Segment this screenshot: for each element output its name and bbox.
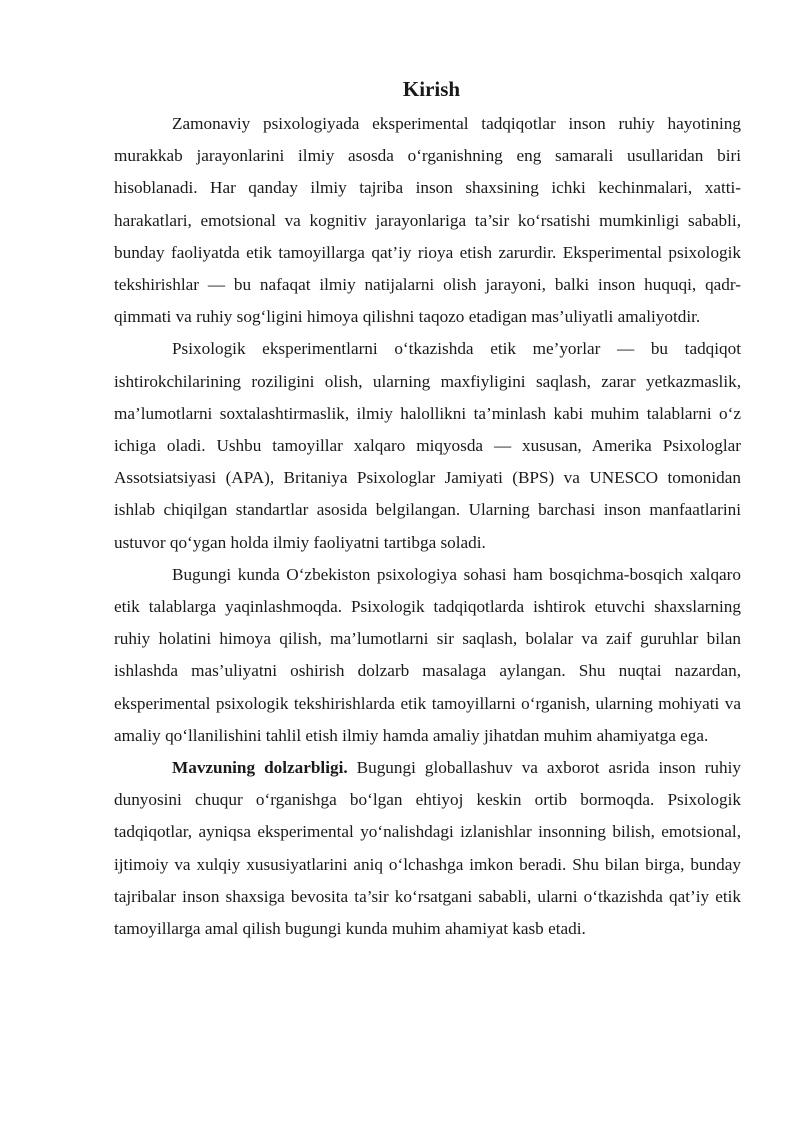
relevance-paragraph (114, 752, 741, 945)
document-page (114, 74, 741, 945)
intro-paragraph-1: Zamonaviy psixologiyada eksperimental tadqiqotlar inson ruhiy hayotining murakkab jarayonlarini ilmiy asosda o‘rganishning eng samarali usullaridan biri hisoblanadi. Har qanday ilmiy tajriba inson shaxsining ichki kechinmalari, xatti-harakatlari, emotsional va kognitiv jarayonlariga ta’sir ko‘rsatishi mumkinligi sababli, bunday faoliyatda etik tamoyillarga qat’iy rioya etish zarurdir. Eksperimental psixologik tekshirishlar — bu nafaqat ilmiy natijalarni olish jarayoni, balki inson huquqi, qadr-qimmati va ruhiy sog‘ligini himoya qilishni taqozo etadigan mas’uliyatli amaliyotdir. (114, 114, 741, 327)
page-title: Kirish (402, 77, 461, 101)
relevance-text: Bugungi globallashuv va axborot asrida inson ruhiy dunyosini chuqur o‘rganishga bo‘lgan ehtiyoj keskin ortib bormoqda. Psixologik tadqiqotlar, ayniqsa eksperimental yo‘nalishdagi izlanishlar insonning bilish, emotsional, ijtimoiy va xulqiy xususiyatlarini aniq o‘lchashga imkon beradi. Shu bilan birga, bunday tajribalar inson shaxsiga bevosita ta’sir ko‘rsatgani sababli, ularni o‘tkazishda qat’iy etik tamoyillarga amal qilish bugungi kunda muhim ahamiyat kasb etadi. (114, 758, 741, 939)
intro-paragraph-3: Bugungi kunda O‘zbekiston psixologiya sohasi ham bosqichma-bosqich xalqaro etik talablarga yaqinlashmoqda. Psixologik tadqiqotlarda ishtirok etuvchi shaxslarning ruhiy holatini himoya qilish, ma’lumotlarni sir saqlash, bolalar va zaif guruhlar bilan ishlashda mas’uliyatni oshirish dolzarb masalaga aylangan. Shu nuqtai nazardan, eksperimental psixologik tekshirishlarda etik tamoyillarni o‘rganish, ularning mohiyati va amaliy qo‘llanilishini tahlil etish ilmiy hamda amaliy jihatdan muhim ahamiyatga ega. (114, 564, 741, 745)
intro-paragraph-2: Psixologik eksperimentlarni o‘tkazishda etik me’yorlar — bu tadqiqot ishtirokchilarining roziligini olish, ularning maxfiyligini saqlash, zarar yetkazmaslik, ma’lumotlarni soxtalashtirmaslik, ilmiy halollikni ta’minlash kabi muhim talablarni o‘z ichiga oladi. Ushbu tamoyillar xalqaro miqyosda — xususan, Amerika Psixologlar Assotsiatsiyasi (APA), Britaniya Psixologlar Jamiyati (BPS) va UNESCO tomonidan ishlab chiqilgan standartlar asosida belgilangan. Ularning barchasi inson manfaatlarini ustuvor qo‘ygan holda ilmiy faoliyatni tartibga soladi. (114, 339, 741, 552)
relevance-heading: Mavzuning dolzarbligi. (172, 758, 348, 778)
